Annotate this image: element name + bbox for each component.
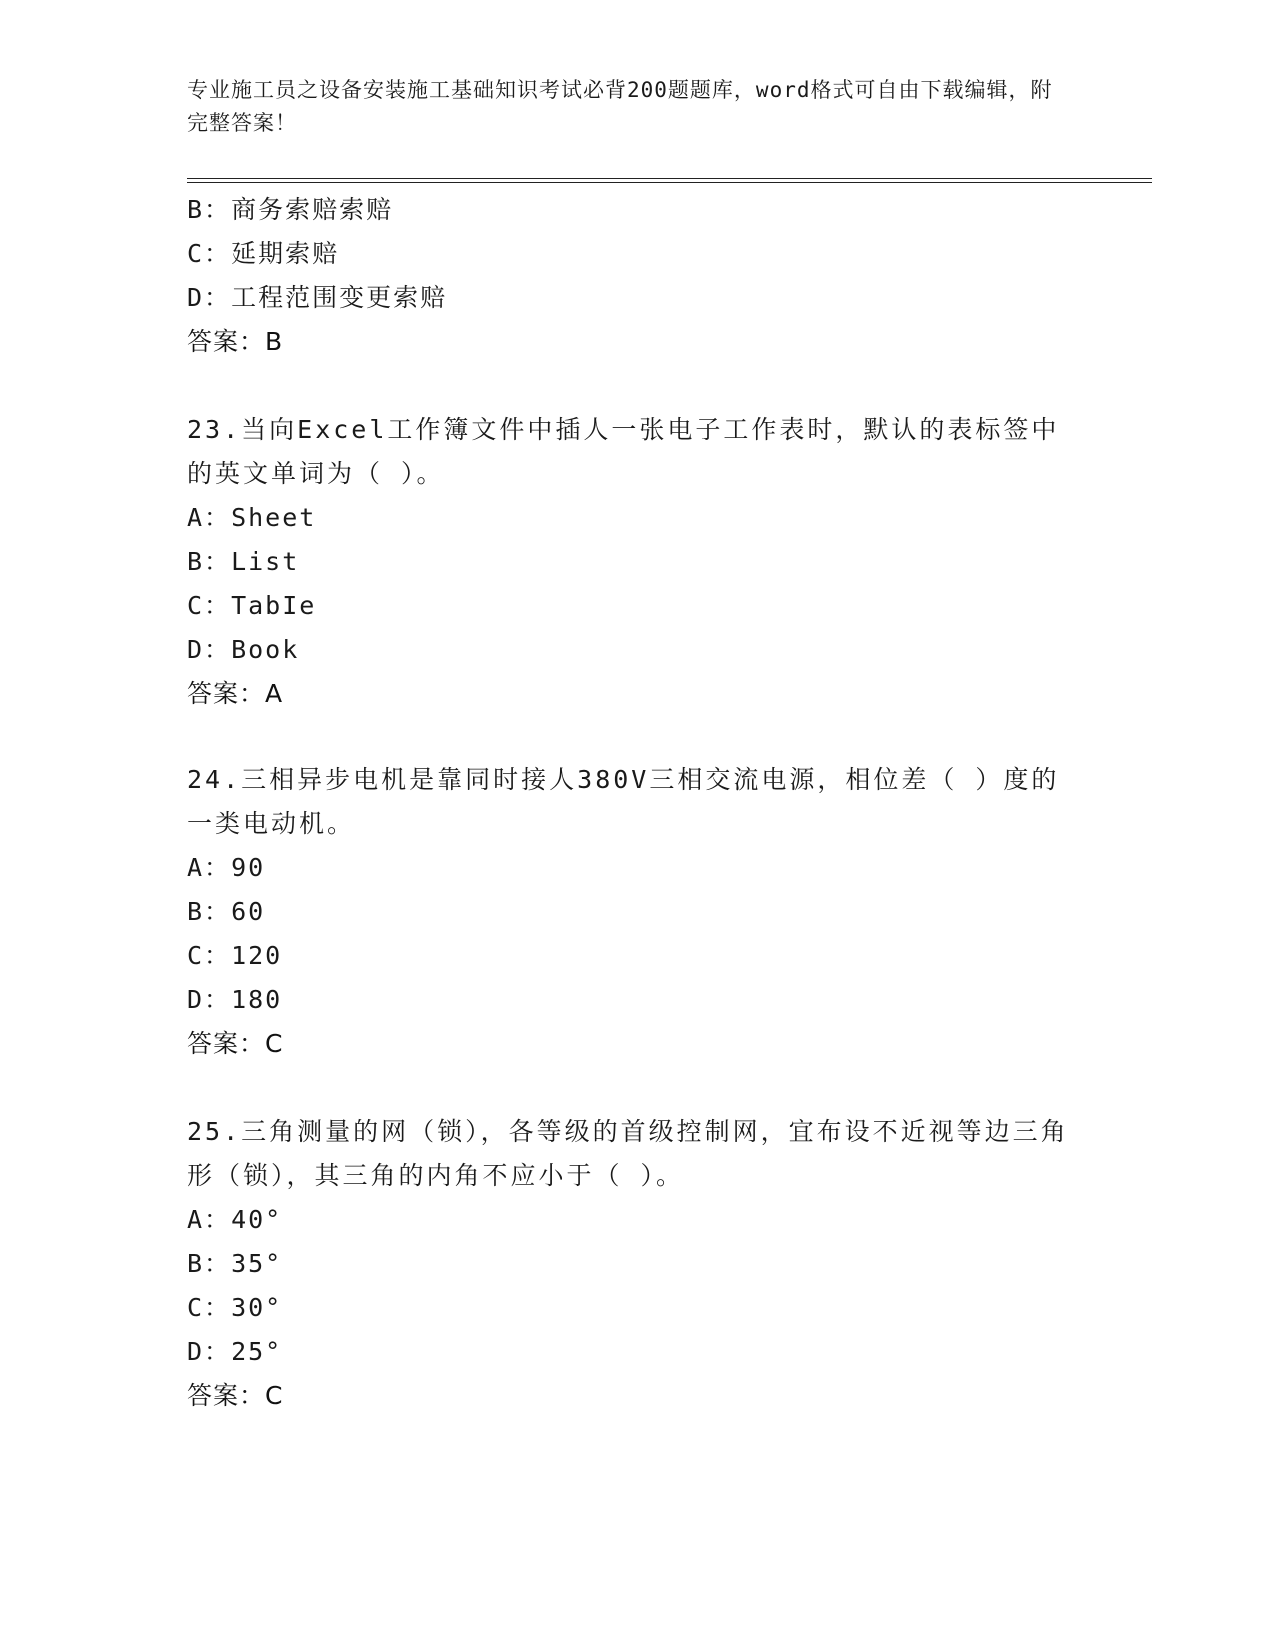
option-letter: A： bbox=[187, 1205, 232, 1234]
option-text: 60 bbox=[231, 897, 266, 926]
option-d bbox=[187, 628, 299, 672]
option-letter: B： bbox=[187, 1249, 232, 1278]
option-letter: D： bbox=[187, 635, 232, 664]
option-d bbox=[187, 1330, 282, 1374]
answer-line: 答案：B bbox=[187, 327, 284, 356]
answer-line: 答案：C bbox=[187, 1029, 284, 1058]
question-24-text: 24.三相异步电机是靠同时接人380V三相交流电源，相位差（ ）度的一类电动机。 bbox=[187, 765, 1060, 838]
header-divider-top bbox=[187, 178, 1152, 179]
document-header: 专业施工员之设备安装施工基础知识考试必背200题题库，word格式可自由下载编辑，附完整答案！ bbox=[187, 78, 1053, 135]
option-text: Book bbox=[231, 635, 300, 664]
option-text: 120 bbox=[231, 941, 283, 970]
header-divider-bottom bbox=[187, 182, 1152, 183]
option-a bbox=[187, 496, 316, 540]
option-text: Sheet bbox=[231, 503, 317, 532]
option-c bbox=[187, 1286, 282, 1330]
option-text: 商务索赔索赔 bbox=[231, 195, 394, 224]
option-c bbox=[187, 584, 316, 628]
option-letter: C： bbox=[187, 941, 232, 970]
option-letter: A： bbox=[187, 853, 232, 882]
option-letter: D： bbox=[187, 1337, 232, 1366]
option-text: 延期索赔 bbox=[231, 239, 340, 268]
option-text: 25° bbox=[231, 1337, 283, 1366]
option-d bbox=[187, 978, 282, 1022]
option-letter: B： bbox=[187, 547, 232, 576]
option-text: TabIe bbox=[231, 591, 317, 620]
option-b bbox=[187, 890, 265, 934]
answer-line: 答案：C bbox=[187, 1381, 284, 1410]
option-b bbox=[187, 540, 299, 584]
option-letter: B： bbox=[187, 195, 232, 224]
option-d bbox=[187, 276, 447, 320]
question-25-text: 25.三角测量的网（锁），各等级的首级控制网，宜布设不近视等边三角形（锁），其三角的内角不应小于（ ）。 bbox=[187, 1117, 1069, 1190]
option-letter: D： bbox=[187, 985, 232, 1014]
option-letter: B： bbox=[187, 897, 232, 926]
option-c bbox=[187, 934, 282, 978]
option-text: 35° bbox=[231, 1249, 283, 1278]
option-c bbox=[187, 232, 339, 276]
option-text: 180 bbox=[231, 985, 283, 1014]
option-text: List bbox=[231, 547, 300, 576]
option-letter: C： bbox=[187, 239, 232, 268]
option-b bbox=[187, 188, 393, 232]
option-text: 40° bbox=[231, 1205, 283, 1234]
option-text: 工程范围变更索赔 bbox=[231, 283, 448, 312]
option-b bbox=[187, 1242, 282, 1286]
option-a bbox=[187, 1198, 282, 1242]
option-text: 30° bbox=[231, 1293, 283, 1322]
option-text: 90 bbox=[231, 853, 266, 882]
option-letter: A： bbox=[187, 503, 232, 532]
option-letter: D： bbox=[187, 283, 232, 312]
option-letter: C： bbox=[187, 591, 232, 620]
option-letter: C： bbox=[187, 1293, 232, 1322]
option-a bbox=[187, 846, 265, 890]
question-23-text: 23.当向Excel工作簿文件中插人一张电子工作表时，默认的表标签中的英文单词为（ ）。 bbox=[187, 415, 1060, 488]
answer-line: 答案：A bbox=[187, 679, 284, 708]
